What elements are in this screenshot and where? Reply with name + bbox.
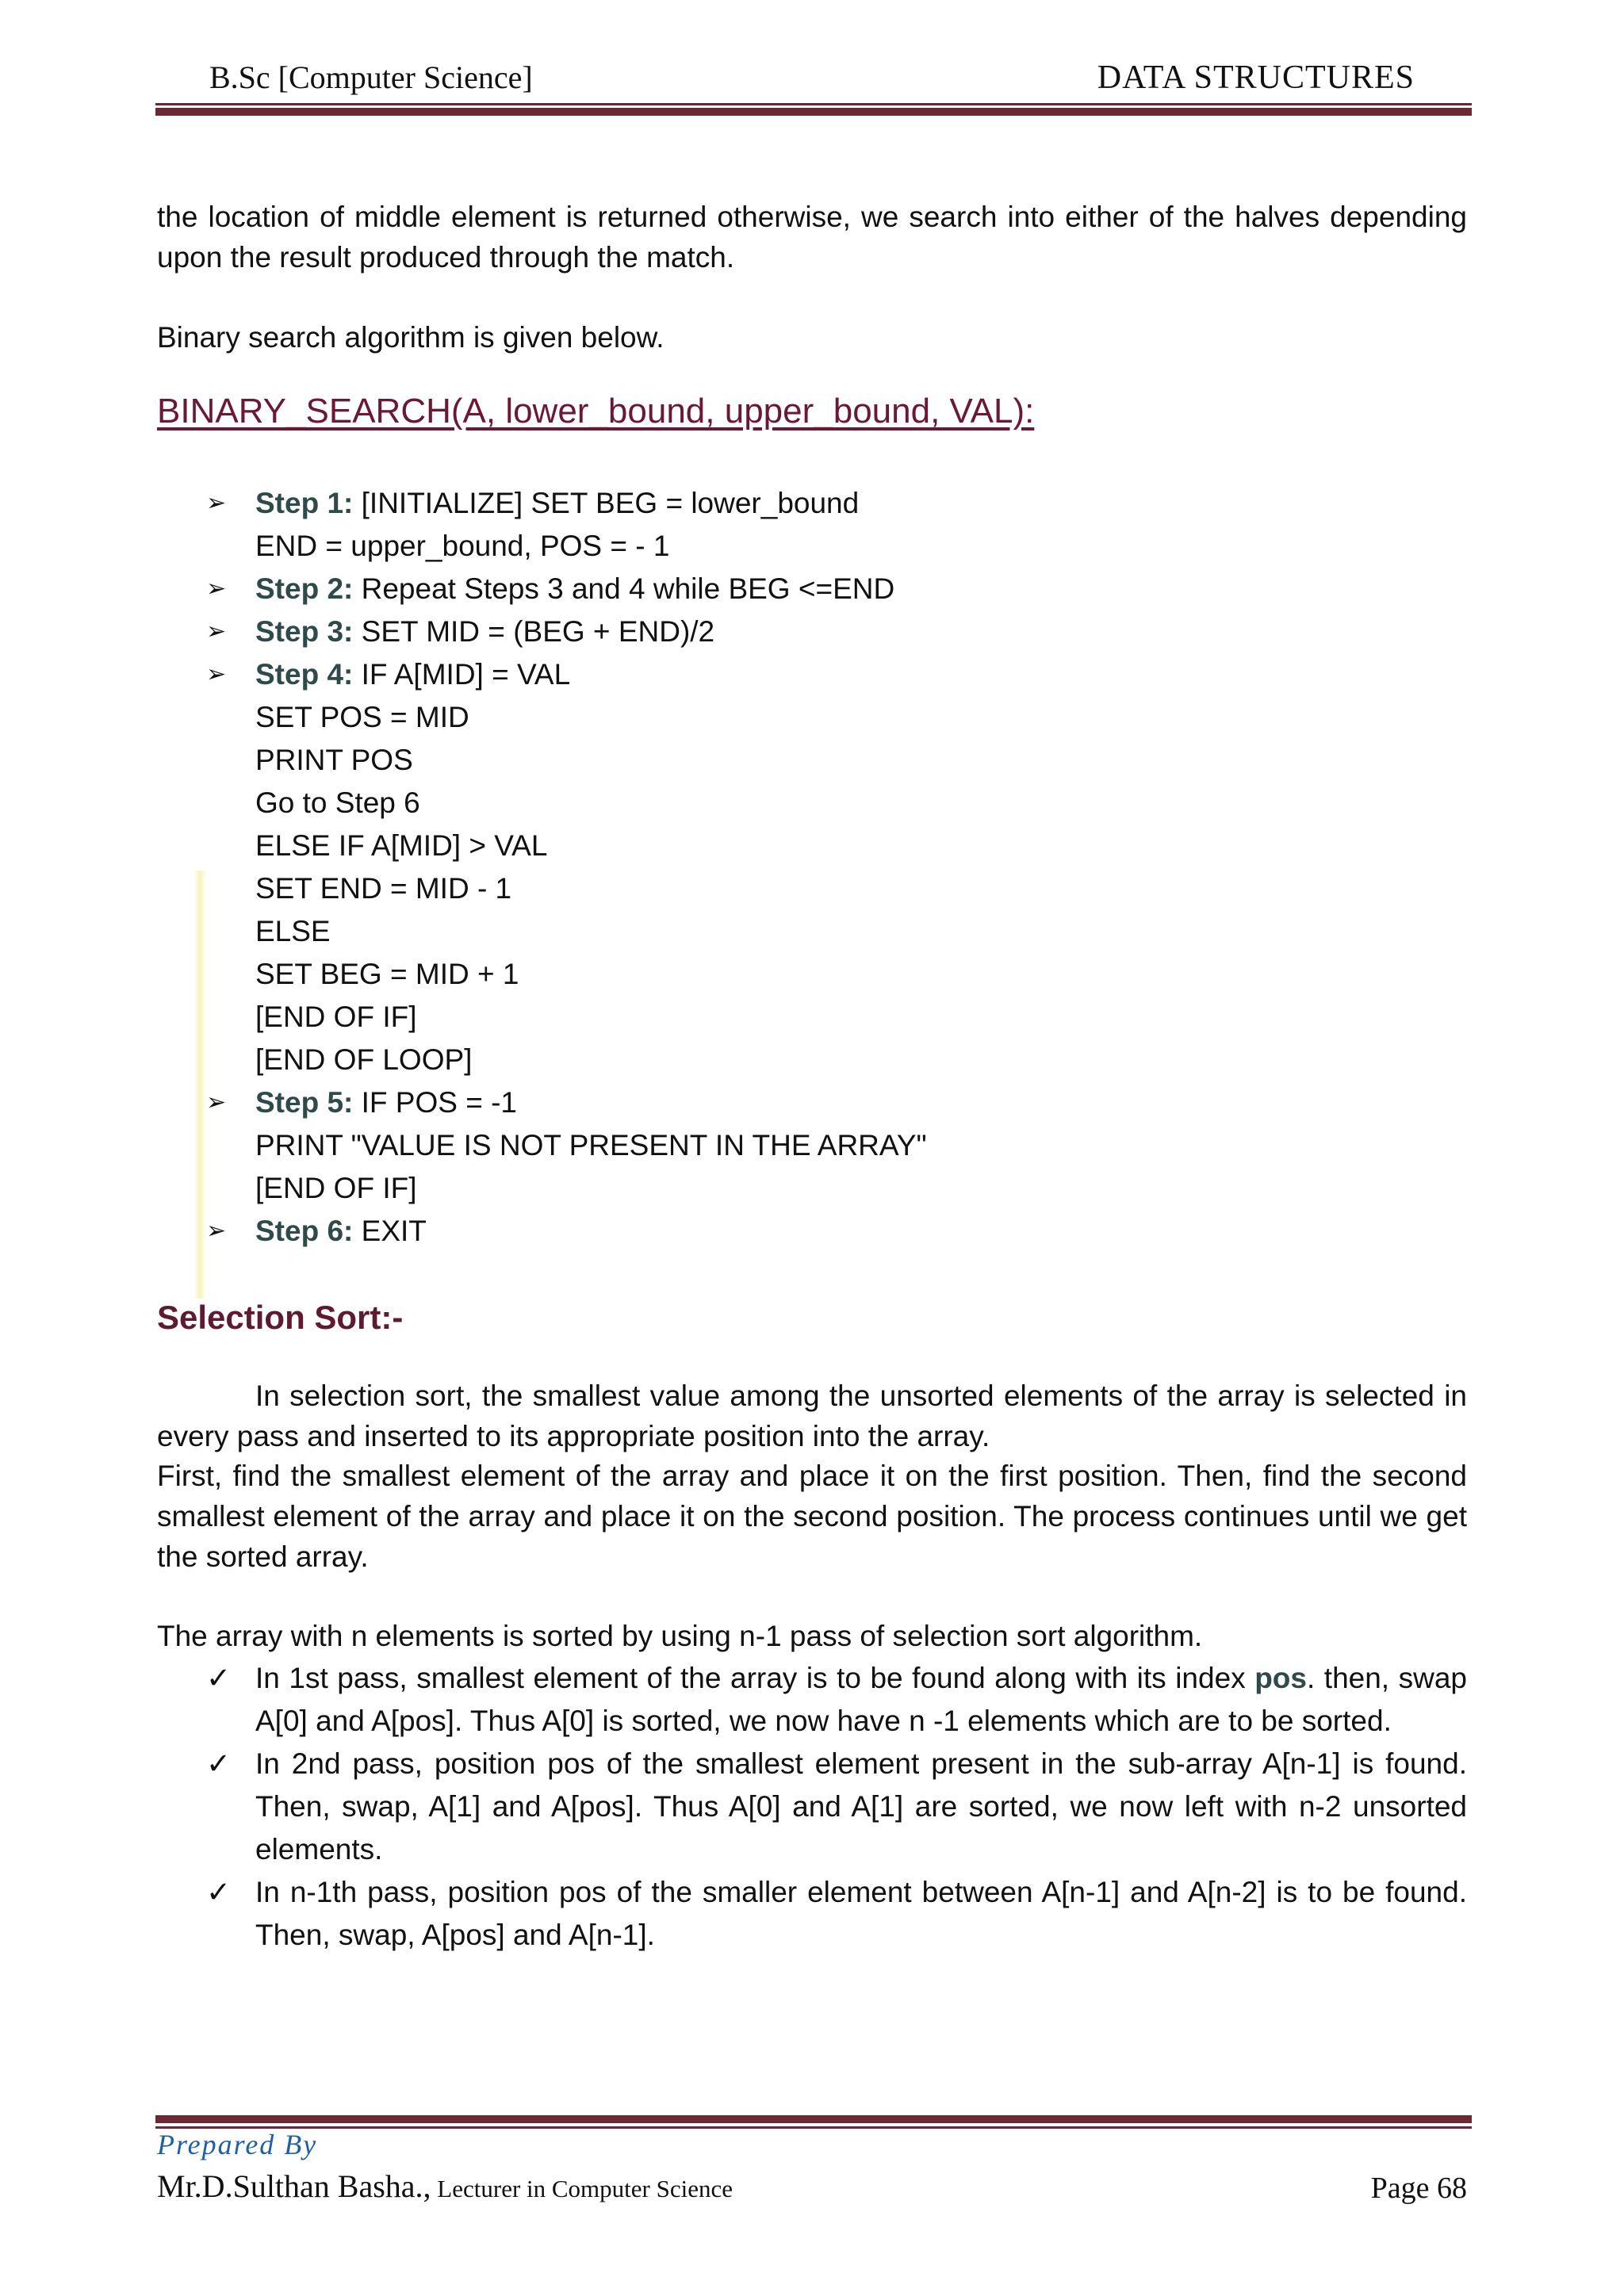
checklist-item-text: In n-1th pass, position pos of the smaller element between A[n-1] and A[n-2] is to be found. Then, swap, A[pos] and A[n-1]. bbox=[255, 1876, 1467, 1951]
intro-paragraph-2: Binary search algorithm is given below. bbox=[157, 321, 665, 354]
step-text: IF POS = -1 bbox=[353, 1086, 518, 1119]
check-icon: ✓ bbox=[206, 1876, 232, 1908]
author-name bbox=[157, 2168, 733, 2205]
author-role: Lecturer in Computer Science bbox=[431, 2175, 733, 2202]
header-rule-thin bbox=[155, 103, 1472, 105]
step-label: Step 6: bbox=[255, 1215, 354, 1247]
step-label: Step 3: bbox=[255, 615, 354, 648]
algorithm-line bbox=[157, 739, 1467, 782]
arrow-bullet-icon: ➢ bbox=[206, 490, 227, 516]
algorithm-line bbox=[157, 1167, 1467, 1210]
step-text: SET BEG = MID + 1 bbox=[255, 958, 519, 990]
step-text: [END OF LOOP] bbox=[255, 1043, 473, 1076]
algorithm-line bbox=[157, 867, 1467, 910]
algorithm-steps bbox=[157, 482, 1467, 1253]
algorithm-line bbox=[157, 610, 1467, 653]
selection-sort-paragraph-1: In selection sort, the smallest value among the unsorted elements of the array is selected in every pass and inserted to its appropriate position into the array. bbox=[157, 1380, 1467, 1452]
selection-sort-paragraph-2: First, find the smallest element of the array and place it on the first position. Then, find the second smallest element of the array and place it on the second position. The process continues until we get the sorted array. bbox=[157, 1460, 1467, 1573]
step-label: Step 2: bbox=[255, 572, 354, 605]
algorithm-line bbox=[157, 910, 1467, 953]
step-text: PRINT "VALUE IS NOT PRESENT IN THE ARRAY" bbox=[255, 1129, 927, 1161]
algorithm-line bbox=[157, 996, 1467, 1039]
arrow-bullet-icon: ➢ bbox=[206, 618, 227, 645]
step-text: Go to Step 6 bbox=[255, 786, 420, 819]
check-icon: ✓ bbox=[206, 1662, 232, 1694]
step-text: END = upper_bound, POS = - 1 bbox=[255, 530, 670, 562]
arrow-bullet-icon: ➢ bbox=[206, 1218, 227, 1244]
arrow-bullet-icon: ➢ bbox=[206, 576, 227, 602]
arrow-bullet-icon: ➢ bbox=[206, 1089, 227, 1115]
algorithm-line bbox=[157, 1039, 1467, 1081]
step-text: SET POS = MID bbox=[255, 701, 469, 733]
margin-highlight bbox=[193, 871, 206, 1299]
step-label: Step 1: bbox=[255, 487, 354, 519]
step-text: [END OF IF] bbox=[255, 1001, 417, 1033]
checklist-item-emphasis: pos bbox=[1254, 1662, 1307, 1694]
step-text: SET END = MID - 1 bbox=[255, 872, 512, 905]
step-text: SET MID = (BEG + END)/2 bbox=[353, 615, 715, 648]
step-label: Step 5: bbox=[255, 1086, 354, 1119]
checklist-item bbox=[157, 1743, 1467, 1871]
algorithm-line bbox=[157, 825, 1467, 867]
pass-checklist bbox=[157, 1657, 1467, 1957]
step-text: [INITIALIZE] SET BEG = lower_bound bbox=[353, 487, 860, 519]
checklist-item-text: In 1st pass, smallest element of the array is to be found along with its index bbox=[255, 1662, 1255, 1694]
header-course: B.Sc [Computer Science] bbox=[209, 59, 533, 95]
header-rule-thick bbox=[155, 108, 1472, 116]
step-text: PRINT POS bbox=[255, 744, 413, 776]
checklist-item-text: . then, swap A[0] and A[pos]. Thus A[0] is sorted, we now have n -1 elements which are to be sorted. bbox=[255, 1662, 1467, 1737]
step-text: IF A[MID] = VAL bbox=[353, 658, 571, 691]
algorithm-line bbox=[157, 525, 1467, 568]
step-text: EXIT bbox=[353, 1215, 427, 1247]
checklist-item bbox=[157, 1657, 1467, 1743]
step-text: ELSE bbox=[255, 915, 331, 947]
algorithm-line bbox=[157, 1124, 1467, 1167]
checklist-item bbox=[157, 1871, 1467, 1957]
step-label: Step 4: bbox=[255, 658, 354, 691]
selection-sort-heading: Selection Sort:- bbox=[157, 1299, 404, 1336]
step-text: ELSE IF A[MID] > VAL bbox=[255, 829, 548, 862]
selection-sort-paragraph-3: The array with n elements is sorted by using n-1 pass of selection sort algorithm. bbox=[157, 1620, 1203, 1652]
binary-search-heading: BINARY_SEARCH(A, lower_bound, upper_bound, VAL): bbox=[157, 392, 1035, 430]
prepared-by-label: Prepared By bbox=[157, 2129, 318, 2160]
header-subject: DATA STRUCTURES bbox=[1097, 59, 1415, 96]
algorithm-line bbox=[157, 696, 1467, 739]
step-text: [END OF IF] bbox=[255, 1172, 417, 1204]
algorithm-line bbox=[157, 953, 1467, 996]
intro-paragraph: the location of middle element is returned otherwise, we search into either of the halves depending upon the result produced through the match. bbox=[157, 201, 1467, 274]
algorithm-line bbox=[157, 482, 1467, 525]
check-icon: ✓ bbox=[206, 1747, 232, 1780]
author-name-text: Mr.D.Sulthan Basha., bbox=[157, 2168, 431, 2204]
page-number: Page 68 bbox=[1370, 2172, 1467, 2205]
algorithm-line bbox=[157, 1210, 1467, 1253]
checklist-item-text: In 2nd pass, position pos of the smallest element present in the sub-array A[n-1] is found. Then, swap, A[1] and A[pos]. Thus A[0] and A[1] are sorted, we now left with n-2 unsorted elements. bbox=[255, 1747, 1467, 1866]
arrow-bullet-icon: ➢ bbox=[206, 661, 227, 687]
footer-rule-thick bbox=[155, 2115, 1472, 2123]
algorithm-line bbox=[157, 782, 1467, 825]
algorithm-line bbox=[157, 653, 1467, 696]
algorithm-line bbox=[157, 568, 1467, 610]
algorithm-line bbox=[157, 1081, 1467, 1124]
step-text: Repeat Steps 3 and 4 while BEG <=END bbox=[353, 572, 895, 605]
footer-rule-thin bbox=[155, 2126, 1472, 2129]
